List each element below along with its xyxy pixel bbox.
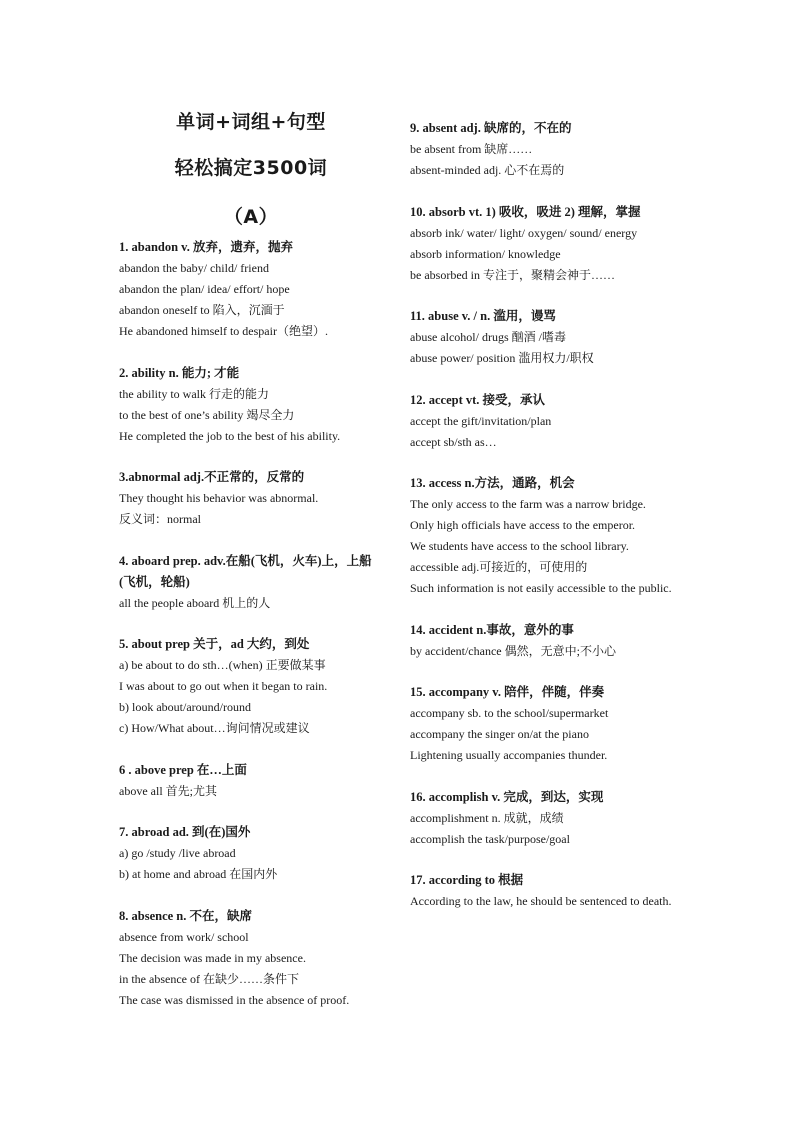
entry-line: a) be about to do sth…(when) 正要做某事: [119, 658, 326, 672]
entry-line: absorb ink/ water/ light/ oxygen/ sound/ energy: [410, 225, 638, 240]
entry-headword: 13. access n.方法，通路，机会: [410, 476, 575, 490]
vocab-entry: [410, 620, 674, 662]
entry-headword: 9. absent adj. 缺席的，不在的: [410, 121, 572, 135]
vocab-entry: [119, 467, 383, 530]
entry-line: abandon the baby/ child/ friend: [119, 261, 269, 275]
entry-headword: 3.abnormal adj.不正常的，反常的: [119, 470, 305, 484]
entry-headword: 15. accompany v. 陪伴，伴随，伴奏: [410, 685, 605, 699]
entry-line: accomplish the task/purpose/goal: [410, 831, 570, 846]
entry-line: in the absence of 在缺少……条件下: [119, 971, 299, 986]
entry-line: accept the gift/invitation/plan: [410, 413, 552, 428]
entry-line: absorb information/ knowledge: [410, 246, 561, 261]
section-heading: （A）: [223, 206, 279, 228]
entry-headword: 11. abuse v. / n. 滥用，谩骂: [410, 309, 556, 323]
entry-line: accept sb/sth as…: [410, 434, 497, 449]
entry-line: to the best of one’s ability 竭尽全力: [119, 407, 295, 422]
entry-line: The case was dismissed in the absence of proof.: [119, 992, 350, 1007]
entry-headword: 17. according to 根据: [410, 873, 524, 887]
entry-line: The only access to the farm was a narrow bridge.: [410, 497, 646, 511]
entry-line: I was about to go out when it began to rain.: [119, 679, 328, 693]
entry-line: by accident/chance 偶然，无意中;不小心: [410, 643, 616, 658]
entry-line: abuse power/ position 滥用权力/职权: [410, 351, 594, 365]
entry-line: He completed the job to the best of his ability.: [119, 428, 341, 443]
vocab-entry: [410, 390, 674, 453]
entry-line: accomplishment n. 成就，成绩: [410, 810, 564, 825]
vocab-entry: [119, 760, 383, 802]
entry-headword: 14. accident n.事故，意外的事: [410, 622, 574, 637]
entry-line: The decision was made in my absence.: [119, 950, 306, 965]
entry-headword: 5. about prep 关于，ad 大约，到处: [119, 637, 310, 651]
entry-headword: 1. abandon v. 放弃，遗弃，抛弃: [119, 240, 293, 254]
entry-line: accompany the singer on/at the piano: [410, 727, 589, 741]
entry-line: We students have access to the school library.: [410, 539, 629, 553]
vocab-entry: [119, 237, 383, 342]
entry-line: accessible adj.可接近的，可使用的: [410, 560, 588, 574]
entry-line: abuse alcohol/ drugs 酗酒 /嗜毒: [410, 330, 566, 344]
entry-line: 反义词：normal: [119, 512, 201, 526]
entry-line: He abandoned himself to despair（绝望）.: [119, 324, 328, 338]
entry-line: b) at home and abroad 在国内外: [119, 867, 278, 881]
entry-line: abandon oneself to 陷入，沉湎于: [119, 303, 285, 317]
entry-headword: 16. accomplish v. 完成，到达，实现: [410, 789, 604, 804]
entry-headword: 2. ability n. 能力; 才能: [119, 365, 240, 380]
entry-headword: 8. absence n. 不在，缺席: [119, 908, 252, 923]
vocab-entry: [119, 634, 383, 739]
entry-line: Only high officials have access to the emperor.: [410, 518, 636, 532]
left-entries: [119, 237, 383, 1031]
entry-line: abandon the plan/ idea/ effort/ hope: [119, 282, 290, 296]
vocab-entry: [410, 118, 674, 181]
vocab-entry: [410, 682, 674, 766]
entry-line: c) How/What about…询问情况或建议: [119, 721, 310, 735]
entry-line: be absent from 缺席……: [410, 142, 533, 156]
vocab-entry: [410, 787, 674, 850]
vocab-entry: [410, 306, 674, 369]
entry-line: all the people aboard 机上的人: [119, 595, 271, 610]
entry-line: above all 首先;尤其: [119, 783, 217, 798]
entry-line: b) look about/around/round: [119, 700, 251, 714]
vocab-entry: [410, 870, 674, 912]
entry-headword: 12. accept vt. 接受，承认: [410, 392, 546, 407]
entry-headword: 4. aboard prep. adv.在船(飞机，火车)上，上船(飞机，轮船): [119, 553, 372, 589]
entry-line: Such information is not easily accessible to the public.: [410, 581, 672, 595]
vocab-entry: [410, 473, 674, 599]
vocab-entry: [119, 822, 383, 885]
entry-line: accompany sb. to the school/supermarket: [410, 706, 609, 720]
vocab-entry: [410, 202, 674, 286]
entry-line: absence from work/ school: [119, 929, 249, 944]
entry-line: a) go /study /live abroad: [119, 846, 236, 860]
vocab-entry: [119, 906, 383, 1011]
entry-line: They thought his behavior was abnormal.: [119, 491, 319, 505]
entry-line: the ability to walk 行走的能力: [119, 386, 269, 401]
entry-line: According to the law, he should be sentenced to death.: [410, 894, 672, 908]
right-entries: [410, 118, 674, 933]
entry-line: be absorbed in 专注于，聚精会神于……: [410, 267, 615, 282]
vocab-entry: [119, 363, 383, 447]
entry-headword: 6 . above prep 在…上面: [119, 762, 247, 777]
page-title: 单词+词组+句型: [176, 111, 326, 133]
entry-line: Lightening usually accompanies thunder.: [410, 748, 608, 762]
entry-headword: 10. absorb vt. 1) 吸收，吸进 2) 理解，掌握: [410, 204, 641, 219]
page-subtitle: 轻松搞定3500词: [174, 157, 328, 179]
vocab-entry: [119, 551, 383, 614]
entry-line: absent-minded adj. 心不在焉的: [410, 163, 565, 177]
entry-headword: 7. abroad ad. 到(在)国外: [119, 825, 251, 839]
